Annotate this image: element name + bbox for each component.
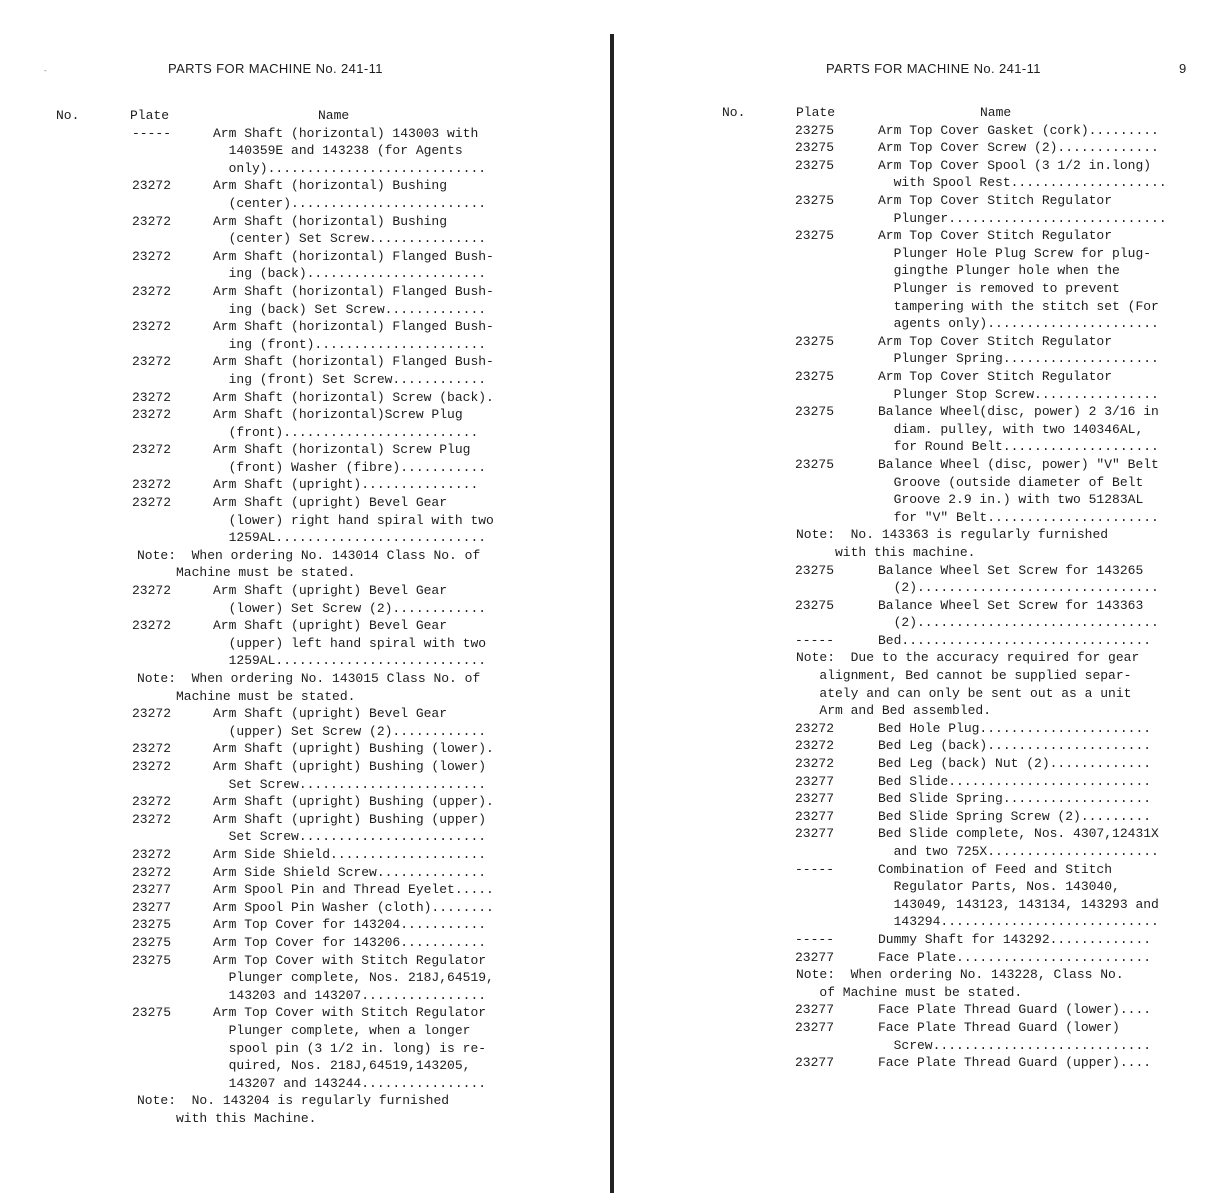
part-name: Bed Leg (back)..................... (878, 738, 1152, 754)
plate-number: 23275 (795, 333, 835, 349)
part-name: Arm Shaft (horizontal) Flanged Bush- ing (back) Set Screw............. (213, 283, 494, 317)
plate-number: 23277 (795, 808, 835, 824)
plate-number: 23275 (132, 952, 172, 968)
plate-number: 23275 (795, 368, 835, 384)
plate-number: 23277 (795, 826, 835, 842)
part-name: Bed Leg (back) Nut (2)............. (878, 756, 1152, 772)
plate-number: ----- (795, 861, 835, 877)
part-name: Arm Top Cover Screw (2)............. (878, 140, 1159, 156)
part-name: Arm Shaft (upright) Bevel Gear (upper) Set Screw (2)............ (213, 706, 487, 739)
plate-number: 23277 (795, 1019, 835, 1035)
column-header-name: Name (318, 108, 350, 123)
note-text: Note: When ordering No. 143014 Class No. of Machine must be stated. (137, 547, 481, 581)
part-name: Face Plate Thread Guard (upper).... (878, 1055, 1152, 1071)
part-name: Face Plate......................... (878, 949, 1152, 965)
plate-number: 23275 (795, 562, 835, 578)
plate-number: 23272 (132, 583, 172, 599)
plate-number: 23277 (795, 773, 835, 789)
plate-number: 23272 (132, 354, 172, 370)
plate-number: 23275 (132, 934, 172, 950)
column-header-no: No. (722, 105, 746, 120)
plate-number: 23272 (132, 864, 172, 880)
plate-number: 23277 (132, 882, 172, 898)
part-name: Face Plate Thread Guard (lower) Screw............................ (878, 1019, 1152, 1053)
column-header-name: Name (980, 105, 1012, 120)
part-name: Bed Slide Spring Screw (2)......... (878, 808, 1152, 824)
plate-number: 23275 (795, 597, 835, 613)
plate-number: 23272 (132, 477, 172, 493)
part-name: Balance Wheel Set Screw for 143265 (2)............................... (878, 562, 1159, 596)
page-header: PARTS FOR MACHINE No. 241-11 (826, 61, 1041, 76)
plate-number: ----- (795, 932, 835, 947)
part-name: Face Plate Thread Guard (lower).... (878, 1002, 1152, 1018)
plate-number: ----- (795, 632, 835, 648)
plate-number: 23272 (795, 738, 835, 754)
plate-number: 23275 (795, 140, 835, 156)
plate-number: 23275 (795, 157, 835, 173)
plate-number: 23277 (795, 1055, 835, 1071)
plate-number: 23272 (132, 389, 172, 405)
plate-number: 23272 (132, 442, 172, 458)
plate-number: 23275 (795, 456, 835, 472)
part-name: Arm Side Shield Screw.............. (213, 864, 487, 880)
part-name: Arm Shaft (horizontal) 143003 with 140359E and 143238 (for Agents only)............................ (213, 125, 487, 176)
plate-number: 23277 (795, 949, 835, 965)
part-name: Arm Shaft (upright)............... (213, 477, 479, 493)
page-number: 9 (1179, 61, 1187, 76)
part-name: Balance Wheel Set Screw for 143363 (2)............................... (878, 597, 1159, 631)
note-text: Note: When ordering No. 143228, Class No. of Machine must be stated. (796, 967, 1124, 1000)
part-name: Arm Top Cover Stitch Regulator Plunger Spring.................... (878, 333, 1159, 367)
book-spine (610, 34, 614, 1193)
plate-number: 23275 (795, 192, 835, 208)
part-name: Arm Top Cover Gasket (cork)......... (878, 122, 1159, 138)
part-name: Arm Top Cover Stitch Regulator Plunger............................ (878, 192, 1167, 226)
plate-number: 23277 (795, 1002, 835, 1018)
plate-number: 23272 (132, 759, 172, 775)
part-name: Arm Top Cover Spool (3 1/2 in.long) with Spool Rest.................... (878, 157, 1167, 191)
part-name: Arm Top Cover Stitch Regulator Plunger Hole Plug Screw for plug- gingthe Plunger hole when the Plunger is removed to prevent tampering with the stitch set (For agents only)...................... (878, 228, 1159, 332)
plate-number: 23272 (132, 319, 172, 335)
plate-number: 23277 (795, 791, 835, 807)
part-name: Arm Top Cover for 143204........... (213, 917, 487, 933)
part-name: Arm Shaft (upright) Bushing (lower) Set Screw........................ (213, 759, 487, 792)
plate-number: 23272 (795, 720, 835, 736)
plate-number: ----- (132, 125, 172, 141)
margin-mark: - (44, 66, 47, 75)
part-name: Arm Shaft (upright) Bushing (upper). (213, 794, 494, 810)
plate-number: 23272 (132, 706, 172, 722)
part-name: Arm Spool Pin Washer (cloth)........ (213, 899, 494, 915)
part-name: Arm Top Cover with Stitch Regulator Plunger complete, when a longer spool pin (3 1/2 in. long) is re- quired, Nos. 218J,64519,143205, 143207 and 143244................ (213, 1005, 487, 1091)
plate-number: 23272 (132, 846, 172, 862)
part-name: Arm Shaft (horizontal) Flanged Bush- ing (front)...................... (213, 319, 494, 352)
part-name: Arm Shaft (upright) Bevel Gear (lower) Set Screw (2)............ (213, 583, 487, 616)
plate-number: 23275 (132, 917, 172, 933)
plate-number: 23272 (132, 495, 172, 511)
part-name: Arm Shaft (horizontal) Bushing (center)......................... (213, 178, 487, 211)
plate-number: 23272 (132, 283, 172, 299)
part-name: Arm Shaft (horizontal) Flanged Bush- ing (back)....................... (213, 248, 494, 282)
part-name: Bed Slide Spring................... (878, 791, 1152, 807)
part-name: Arm Top Cover with Stitch Regulator Plunger complete, Nos. 218J,64519, 143203 and 143207................ (213, 952, 494, 1003)
column-header-no: No. (56, 108, 80, 123)
part-name: Bed................................ (878, 632, 1152, 648)
part-name: Arm Shaft (horizontal) Screw (back). (213, 389, 494, 405)
note-text: Note: No. 143204 is regularly furnished with this Machine. (137, 1093, 450, 1126)
part-name: Balance Wheel(disc, power) 2 3/16 in diam. pulley, with two 140346AL, for Round Belt.................... (878, 404, 1159, 455)
part-name: Arm Shaft (upright) Bushing (lower). (213, 741, 494, 757)
plate-number: 23272 (132, 248, 172, 264)
part-name: Arm Shaft (horizontal)Screw Plug (front)......................... (213, 407, 479, 440)
column-header-plate: Plate (796, 105, 836, 120)
plate-number: 23272 (132, 178, 172, 194)
plate-number: 23275 (795, 404, 835, 420)
part-name: Arm Shaft (horizontal) Flanged Bush- ing (front) Set Screw............ (213, 354, 494, 387)
part-name: Bed Slide complete, Nos. 4307,12431X and two 725X...................... (878, 826, 1159, 860)
part-name: Bed Slide.......................... (878, 773, 1152, 789)
part-name: Bed Hole Plug...................... (878, 720, 1152, 736)
right-page (616, 0, 1205, 1193)
plate-number: 23272 (132, 407, 172, 423)
part-name: Arm Shaft (horizontal) Bushing (center) Set Screw............... (213, 213, 487, 247)
part-name: Arm Top Cover Stitch Regulator Plunger Stop Screw................ (878, 368, 1159, 402)
part-name: Arm Shaft (horizontal) Screw Plug (front) Washer (fibre)........... (213, 442, 487, 475)
part-name: Arm Spool Pin and Thread Eyelet..... (213, 882, 494, 898)
plate-number: 23272 (132, 811, 172, 827)
column-header-plate: Plate (130, 108, 170, 123)
plate-number: 23272 (132, 618, 172, 634)
page-header: PARTS FOR MACHINE No. 241-11 (168, 61, 383, 76)
plate-number: 23272 (132, 213, 172, 229)
note-text: Note: When ordering No. 143015 Class No. of Machine must be stated. (137, 671, 481, 704)
plate-number: 23272 (132, 794, 172, 810)
part-name: Arm Side Shield.................... (213, 846, 487, 862)
part-name: Balance Wheel (disc, power) "V" Belt Groove (outside diameter of Belt Groove 2.9 in.) with two 51283AL for "V" Belt...................... (878, 456, 1159, 525)
plate-number: 23272 (795, 756, 835, 772)
plate-number: 23272 (132, 741, 172, 757)
part-name: Arm Top Cover for 143206........... (213, 934, 487, 950)
part-name: Arm Shaft (upright) Bushing (upper) Set Screw........................ (213, 811, 487, 845)
plate-number: 23275 (132, 1005, 172, 1021)
part-name: Combination of Feed and Stitch Regulator Parts, Nos. 143040, 143049, 143123, 143134, 143293 and 143294............................ (878, 861, 1159, 930)
part-name: Dummy Shaft for 143292............. (878, 932, 1152, 947)
plate-number: 23277 (132, 899, 172, 915)
plate-number: 23275 (795, 228, 835, 244)
part-name: Arm Shaft (upright) Bevel Gear (lower) right hand spiral with two 1259AL........................... (213, 495, 494, 546)
note-text: Note: Due to the accuracy required for gear alignment, Bed cannot be supplied separ- ately and can only be sent out as a unit Arm and Bed assembled. (796, 650, 1140, 719)
plate-number: 23275 (795, 122, 835, 138)
part-name: Arm Shaft (upright) Bevel Gear (upper) left hand spiral with two 1259AL........................... (213, 618, 487, 669)
note-text: Note: No. 143363 is regularly furnished with this machine. (796, 527, 1109, 560)
